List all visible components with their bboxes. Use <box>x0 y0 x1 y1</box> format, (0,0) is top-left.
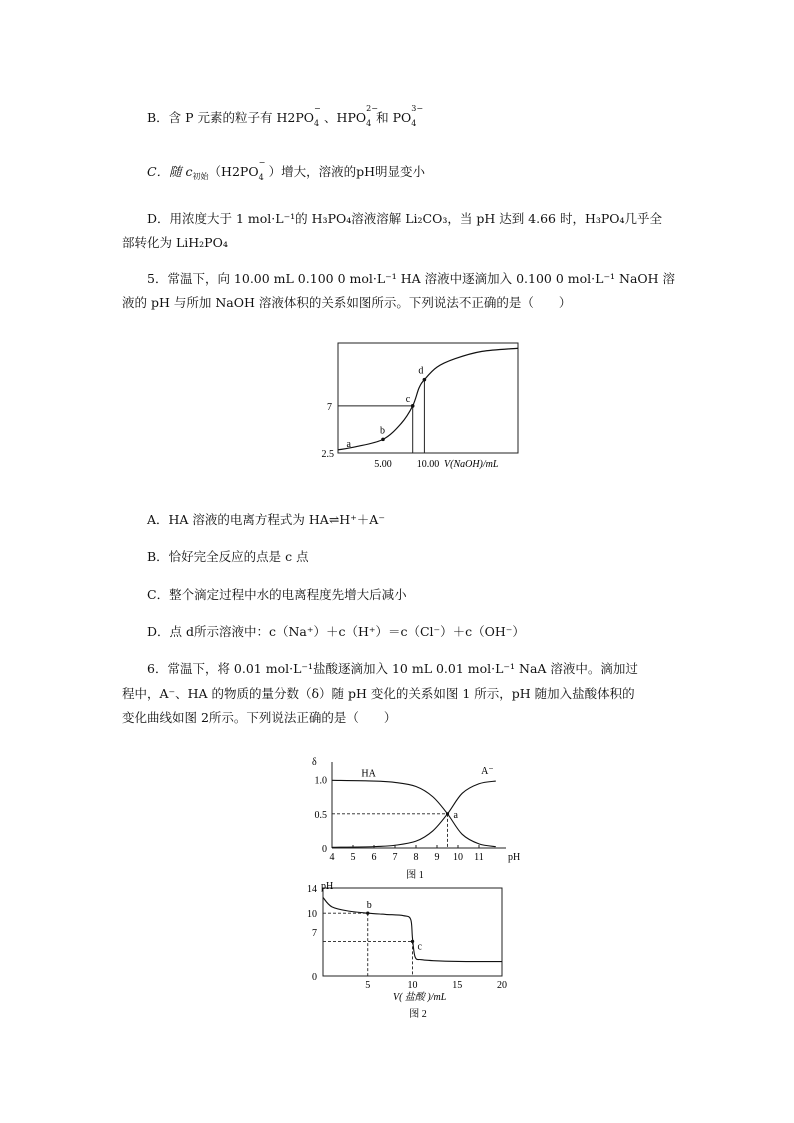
q6-ph-chart <box>296 878 526 1023</box>
titration-curve <box>338 348 518 450</box>
q4-option-d-line2: 部转化为 LiH₂PO₄ <box>122 235 228 250</box>
point-label-b: b <box>380 425 385 437</box>
x-tick-label: 7 <box>392 852 398 863</box>
point-label-c: c <box>417 941 422 953</box>
point-b <box>381 438 385 442</box>
y-tick-label: 10 <box>307 909 317 921</box>
q6-stem-line3: 变化曲线如图 2所示。下列说法正确的是（ ） <box>122 710 397 725</box>
q4-option-d-line1: D．用浓度大于 1 mol·L⁻¹的 H₃PO₄溶液溶解 Li₂CO₃，当 pH 达到 4.66 时，H₃PO₄几乎全 <box>147 211 663 226</box>
point-a <box>446 812 449 815</box>
q5-option-d: D．点 d所示溶液中：c（Na⁺）＋c（H⁺）＝c（Cl⁻）＋c（OH⁻） <box>147 624 525 639</box>
point-c <box>411 404 415 408</box>
x-tick-label: 6 <box>371 852 377 863</box>
q5-option-a: A．HA 溶液的电离方程式为 HA⇌H⁺＋A⁻ <box>147 512 385 527</box>
x-tick-label: 10 <box>453 852 463 863</box>
y-tick-label: 14 <box>307 884 317 895</box>
y-tick-label: 7 <box>312 928 317 939</box>
q5-stem-line2: 液的 pH 与所加 NaOH 溶液体积的关系如图所示。下列说法不正确的是（ ） <box>122 295 572 310</box>
x-tick-label: 9 <box>434 852 440 863</box>
y-tick-label: 1.0 <box>314 775 327 787</box>
point-label-a: a <box>346 438 351 450</box>
y-tick-label: 2.5 <box>321 449 334 460</box>
point-b <box>366 911 369 914</box>
x-axis-label: V(NaOH)/mL <box>444 459 499 470</box>
point-label-a: a <box>453 809 458 821</box>
x-tick-label: 5.00 <box>374 459 392 470</box>
x-tick-label: 5 <box>365 980 371 991</box>
q6-stem-line2: 程中，A⁻、HA 的物质的量分数（δ）随 pH 变化的关系如图 1 所示，pH 随加入盐酸体积的 <box>122 686 635 701</box>
point-c <box>411 940 414 943</box>
point-label-d: d <box>418 365 424 377</box>
y-axis-label: pH <box>321 881 334 892</box>
y-tick-label: 0.5 <box>314 809 327 821</box>
figure-caption: 图 2 <box>409 1009 427 1020</box>
q4-option-c: C．随 $c_{初始}(H2PO$ − 4 ）增大，溶液的pH明显变小 <box>147 158 425 182</box>
figure-caption: 图 1 <box>406 870 424 881</box>
y-tick-label: 0 <box>322 844 327 855</box>
point-d <box>423 378 427 382</box>
y-axis-label: δ <box>312 757 317 768</box>
point-label-c: c <box>405 393 411 405</box>
x-tick-label: 5 <box>350 852 356 863</box>
series-label-ha: HA <box>361 768 376 780</box>
q4-option-b: B．含 P 元素的粒子有 H2PO − 4 、HPO 2− 4 和 PO 3− 4 <box>147 104 424 128</box>
q5-stem-line1: 5．常温下，向 10.00 mL 0.100 0 mol·L⁻¹ HA 溶液中逐滴加入 0.100 0 mol·L⁻¹ NaOH 溶 <box>147 271 676 286</box>
y-tick-label: 0 <box>312 972 317 983</box>
point-label-b: b <box>366 900 372 912</box>
q6-fraction-chart <box>300 756 530 886</box>
x-tick-label: 15 <box>452 980 463 991</box>
y-tick-label: 7 <box>327 401 332 413</box>
plot-frame <box>338 343 518 453</box>
series-label-a-minus: A⁻ <box>481 766 494 778</box>
q5-titration-chart <box>306 335 526 475</box>
x-tick-label: 10 <box>407 980 418 991</box>
x-tick-label: 11 <box>474 852 484 863</box>
x-tick-label: 10.00 <box>416 459 440 470</box>
x-tick-label: 4 <box>329 852 335 863</box>
x-tick-label: 8 <box>413 852 419 863</box>
x-axis-label: pH <box>508 852 521 863</box>
q5-option-b: B．恰好完全反应的点是 c 点 <box>147 549 309 564</box>
x-tick-label: 20 <box>497 980 507 991</box>
q5-option-c: C．整个滴定过程中水的电离程度先增大后减小 <box>147 587 407 602</box>
q6-stem-line1: 6．常温下，将 0.01 mol·L⁻¹盐酸逐滴加入 10 mL 0.01 mol·L⁻¹ NaA 溶液中。滴加过 <box>147 661 638 676</box>
x-axis-label: V( 盐酸 )/mL <box>392 992 447 1003</box>
